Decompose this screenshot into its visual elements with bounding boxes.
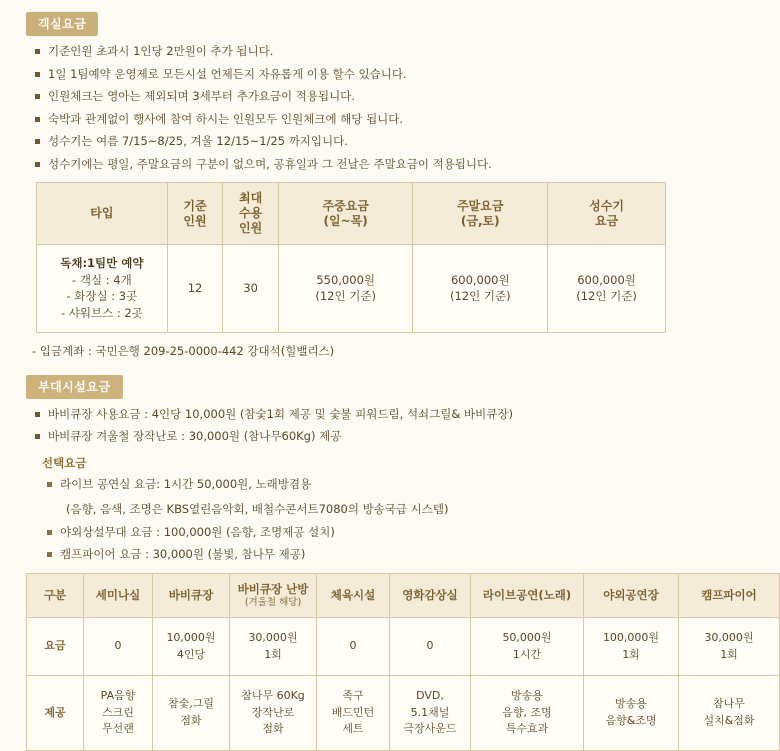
cell-fee-outdoor-stage: 100,000원 1회: [584, 618, 679, 676]
table-row: [37, 245, 666, 333]
cell-weekend-price: 600,000원 (12인 기준): [413, 245, 548, 333]
facility-section-title: 부대시설요금: [26, 375, 123, 399]
table-header-row: [37, 183, 666, 245]
list-item: 성수기에는 평일, 주말요금의 구분이 없으며, 공휴일과 그 전날은 주말요금이 적용됩니다.: [32, 157, 686, 173]
col-campfire: 캠프파이어: [679, 573, 780, 617]
cell-base-person: 12: [167, 245, 223, 333]
col-peak: 성수기 요금: [548, 183, 666, 245]
col-bbq: 바비큐장: [153, 573, 230, 617]
list-item: 인원체크는 영아는 제외되며 3세부터 추가요금이 적용됩니다.: [32, 89, 686, 105]
option-notes-list: [14, 477, 686, 493]
table-row: [27, 676, 780, 751]
list-item: 기준인원 초과시 1인당 2만원이 추가 됩니다.: [32, 44, 686, 60]
col-weekday: 주중요금 (일~목): [278, 183, 413, 245]
option-notes-list-2: [14, 525, 686, 563]
cell-provided-seminar: PA음향 스크린 무선랜: [84, 676, 153, 751]
cell-max-person: 30: [223, 245, 279, 333]
row-label-provided: 제공: [27, 676, 84, 751]
col-seminar: 세미나실: [84, 573, 153, 617]
cell-room-type: 독채:1팀만 예약 - 객실 : 4개 - 화장실 : 3곳 - 샤워브스 : 2곳: [37, 245, 168, 333]
col-weekend: 주말요금 (금,토): [413, 183, 548, 245]
col-type: 타입: [37, 183, 168, 245]
cell-fee-sports: 0: [317, 618, 390, 676]
list-item: 캠프파이어 요금 : 30,000원 (불빛, 참나무 제공): [44, 547, 686, 563]
bank-account-line: - 입금계좌 : 국민은행 209-25-0000-442 강대석(힐밸리스): [32, 343, 335, 358]
room-price-table: [36, 182, 666, 333]
table-header-row: [27, 573, 780, 617]
col-division: 구분: [27, 573, 84, 617]
list-item: 바비큐장 겨울철 장작난로 : 30,000원 (참나무60Kg) 제공: [32, 429, 686, 445]
cell-weekday-price: 550,000원 (12인 기준): [278, 245, 413, 333]
cell-provided-live: 방송용 음향, 조명 특수효과: [471, 676, 584, 751]
facility-notes-list: [14, 407, 686, 445]
col-outdoor-stage: 야외공연장: [584, 573, 679, 617]
cell-fee-campfire: 30,000원 1회: [679, 618, 780, 676]
list-item: 숙박과 관계없이 행사에 참여 하시는 인원모두 인원체크에 해당 됩니다.: [32, 112, 686, 128]
list-item: 라이브 공연실 요금: 1시간 50,000원, 노래방겸용: [44, 477, 686, 493]
list-item: 1일 1팀예약 운영제로 모든시설 언제든지 자유롭게 이용 할수 있습니다.: [32, 67, 686, 83]
col-base-person: 기준 인원: [167, 183, 223, 245]
col-live: 라이브공연(노래): [471, 573, 584, 617]
cell-peak-price: 600,000원 (12인 기준): [548, 245, 666, 333]
cell-fee-bbq: 10,000원 4인당: [153, 618, 230, 676]
cell-provided-bbq-heating: 참나무 60Kg 장작난로 점화: [230, 676, 317, 751]
col-max-person: 최대 수용 인원: [223, 183, 279, 245]
room-notes-list: [14, 44, 686, 172]
cell-provided-movie: DVD, 5.1채널 극장사운드: [390, 676, 471, 751]
col-bbq-heating: 바비큐장 난방 (겨울철 해당): [230, 573, 317, 617]
option-sub-note: (음향, 음색, 조명은 KBS열린음악회, 배철수콘서트7080의 방송국급 시스템): [66, 502, 449, 517]
room-section-title: 객실요금: [26, 12, 98, 36]
cell-provided-outdoor-stage: 방송용 음향&조명: [584, 676, 679, 751]
cell-fee-seminar: 0: [84, 618, 153, 676]
cell-provided-sports: 족구 배드민턴 세트: [317, 676, 390, 751]
list-item: 야외상설무대 요금 : 100,000원 (음향, 조명제공 설치): [44, 525, 686, 541]
cell-provided-bbq: 참숯,그릴 점화: [153, 676, 230, 751]
list-item: 바비큐장 사용요금 : 4인당 10,000원 (참숯1회 제공 및 숯불 피워드림, 석쇠그릴& 바비큐장): [32, 407, 686, 423]
table-row: [27, 618, 780, 676]
row-label-fee: 요금: [27, 618, 84, 676]
facility-price-table: [26, 573, 780, 751]
cell-fee-movie: 0: [390, 618, 471, 676]
option-price-title: 선택요금: [42, 455, 87, 470]
cell-fee-live: 50,000원 1시간: [471, 618, 584, 676]
cell-fee-bbq-heating: 30,000원 1회: [230, 618, 317, 676]
col-sports: 체육시설: [317, 573, 390, 617]
cell-provided-campfire: 참나무 설치&점화: [679, 676, 780, 751]
col-movie: 영화감상실: [390, 573, 471, 617]
list-item: 성수기는 여름 7/15~8/25, 겨울 12/15~1/25 까지입니다.: [32, 134, 686, 150]
